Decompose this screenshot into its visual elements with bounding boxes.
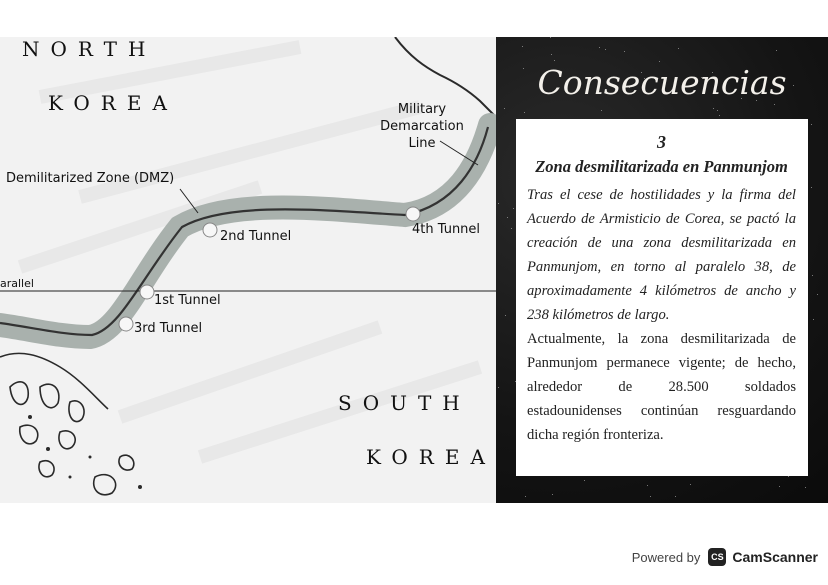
panel-title: Consecuencias: [537, 63, 787, 102]
mdl-label: [376, 101, 468, 152]
card-heading: Zona desmilitarizada en Panmunjom: [535, 157, 788, 176]
dmz-label: Demilitarized Zone (DMZ): [6, 171, 175, 186]
info-card: [516, 119, 808, 476]
texture-speck: [811, 124, 812, 125]
texture-speck: [525, 496, 526, 497]
texture-speck: [507, 217, 508, 218]
camscanner-badge: [708, 548, 818, 566]
north-label-line1: NORTH: [22, 37, 157, 61]
texture-speck: [817, 294, 818, 295]
texture-speck: [774, 104, 775, 105]
texture-speck: [498, 203, 499, 204]
tunnel-4-marker: [406, 207, 420, 221]
texture-speck: [719, 115, 720, 116]
texture-speck: [524, 112, 525, 113]
texture-speck: [554, 60, 555, 61]
dmz-map: [0, 37, 496, 503]
powered-by-text: Powered by: [631, 549, 701, 565]
texture-speck: [511, 228, 512, 229]
texture-speck: [504, 108, 505, 109]
footer: [632, 548, 818, 566]
south-label-line2: KOREA: [366, 445, 496, 469]
texture-speck: [498, 387, 499, 388]
mdl-label-line1: Military: [397, 102, 447, 117]
west-coastline: [0, 353, 108, 409]
texture-speck: [624, 51, 625, 52]
texture-speck: [812, 275, 813, 276]
texture-speck: [650, 496, 651, 497]
texture-speck: [779, 486, 780, 487]
tunnel-4-label: 4th Tunnel: [412, 222, 481, 237]
card-paragraph-2: Actualmente, la zona desmilitarizada de Panmunjom permanece vigente; de hecho, alrededor de 28.500 soldados estadounidenses continúan resguardando dicha región fronteriza.: [527, 331, 796, 443]
texture-speck: [505, 315, 506, 316]
texture-speck: [647, 485, 648, 486]
texture-speck: [522, 46, 523, 47]
texture-speck: [678, 48, 679, 49]
tunnel-1-marker: [140, 285, 154, 299]
texture-speck: [601, 110, 602, 111]
mdl-label-line2: Demarcation: [380, 119, 464, 134]
texture-speck: [813, 319, 814, 320]
card-number: 3: [657, 132, 666, 152]
texture-speck: [605, 49, 606, 50]
tunnel-1-label: 1st Tunnel: [154, 293, 221, 308]
south-label-line1: SOUTH: [338, 391, 471, 415]
slide: [0, 37, 828, 503]
texture-speck: [713, 108, 714, 109]
north-label-line2: KOREA: [48, 91, 178, 115]
texture-speck: [805, 487, 806, 488]
tunnel-2-marker: [203, 223, 217, 237]
texture-speck: [513, 208, 514, 209]
texture-speck: [788, 476, 789, 477]
texture-speck: [690, 484, 691, 485]
texture-speck: [550, 37, 551, 38]
texture-speck: [584, 480, 585, 481]
texture-speck: [776, 50, 777, 51]
texture-speck: [675, 496, 676, 497]
camscanner-logo-icon: CS: [708, 548, 726, 566]
tunnel-3-marker: [119, 317, 133, 331]
texture-speck: [551, 54, 552, 55]
camscanner-brand: CamScanner: [732, 549, 818, 565]
texture-speck: [717, 110, 718, 111]
card-paragraph-1: Tras el cese de hostilidades y la firma del Acuerdo de Armisticio de Corea, se pactó la creación de una zona desmilitarizada en Panmunjom, en torno al paralelo 38, de aproximadamente 4 kilómetros de ancho y 238 kilómetros de largo.: [527, 187, 796, 323]
tunnel-2-label: 2nd Tunnel: [220, 229, 292, 244]
texture-speck: [552, 494, 553, 495]
info-panel: [496, 37, 828, 503]
texture-speck: [811, 187, 812, 188]
mdl-label-line3: Line: [408, 136, 436, 151]
tunnel-3-label: 3rd Tunnel: [134, 321, 203, 336]
texture-speck: [659, 61, 660, 62]
texture-speck: [599, 47, 600, 48]
parallel-label: arallel: [0, 277, 34, 290]
